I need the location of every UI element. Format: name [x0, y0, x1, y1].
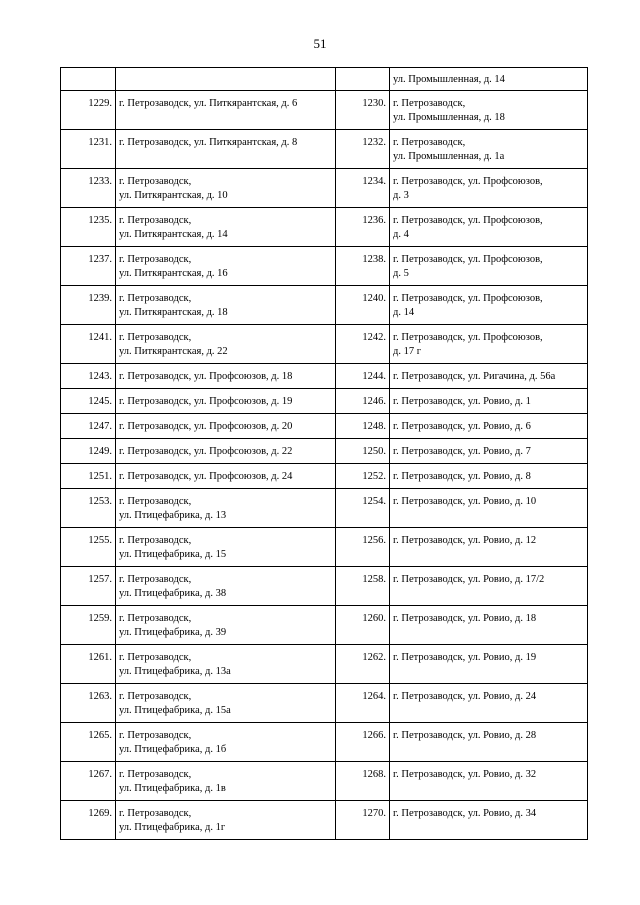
row-number-right: 1230. [336, 91, 390, 130]
address-line: г. Петрозаводск, [119, 332, 192, 343]
address-left [116, 464, 336, 489]
row-number-right: 1270. [336, 801, 390, 840]
address-line: г. Петрозаводск, [119, 254, 192, 265]
address-right [390, 169, 588, 208]
row-number-right: 1256. [336, 528, 390, 567]
table-row [61, 389, 588, 414]
row-number-left: 1259. [61, 606, 116, 645]
address-line: г. Петрозаводск, [393, 137, 466, 148]
address-line: г. Петрозаводск, ул. Ригачина, д. 56а [393, 371, 556, 382]
row-number-left: 1251. [61, 464, 116, 489]
address-line: г. Петрозаводск, ул. Ровио, д. 17/2 [393, 574, 545, 585]
address-line: ул. Птицефабрика, д. 39 [119, 627, 227, 638]
address-right [390, 723, 588, 762]
address-left [116, 364, 336, 389]
row-number-right: 1264. [336, 684, 390, 723]
row-number-left: 1269. [61, 801, 116, 840]
address-left [116, 489, 336, 528]
address-left [116, 684, 336, 723]
row-number-right: 1232. [336, 130, 390, 169]
table-row [61, 762, 588, 801]
address-line: г. Петрозаводск, ул. Профсоюзов, [393, 254, 543, 265]
address-line: г. Петрозаводск, [119, 652, 192, 663]
address-line: д. 14 [393, 307, 415, 318]
row-number-left: 1241. [61, 325, 116, 364]
row-number-right: 1242. [336, 325, 390, 364]
row-number-left: 1265. [61, 723, 116, 762]
address-line: ул. Питкярантская, д. 18 [119, 307, 228, 318]
address-left [116, 723, 336, 762]
address-right [390, 130, 588, 169]
table-row [61, 208, 588, 247]
address-left [116, 645, 336, 684]
address-line: г. Петрозаводск, ул. Профсоюзов, д. 22 [119, 446, 293, 457]
row-number-right: 1252. [336, 464, 390, 489]
row-number-left: 1235. [61, 208, 116, 247]
address-right: ул. Промышленная, д. 14 [390, 68, 588, 91]
address-line: ул. Питкярантская, д. 14 [119, 229, 228, 240]
address-line: г. Петрозаводск, ул. Ровио, д. 10 [393, 496, 537, 507]
row-number-left: 1255. [61, 528, 116, 567]
address-right [390, 389, 588, 414]
address-line: г. Петрозаводск, ул. Ровио, д. 7 [393, 446, 531, 457]
table-row [61, 606, 588, 645]
address-left [116, 801, 336, 840]
row-number-right: 1250. [336, 439, 390, 464]
address-line: г. Петрозаводск, ул. Профсоюзов, д. 19 [119, 396, 293, 407]
address-left [116, 567, 336, 606]
address-line: г. Петрозаводск, ул. Ровио, д. 24 [393, 691, 537, 702]
address-left [116, 169, 336, 208]
address-left [116, 762, 336, 801]
table-row [61, 464, 588, 489]
address-line: г. Петрозаводск, ул. Ровио, д. 8 [393, 471, 531, 482]
row-number-left: 1239. [61, 286, 116, 325]
address-line: г. Петрозаводск, ул. Ровио, д. 32 [393, 769, 537, 780]
address-line: г. Петрозаводск, ул. Ровио, д. 19 [393, 652, 537, 663]
row-number-right: 1244. [336, 364, 390, 389]
row-number-left: 1233. [61, 169, 116, 208]
address-right [390, 414, 588, 439]
address-left [116, 389, 336, 414]
row-number-right [336, 68, 390, 91]
address-line: ул. Птицефабрика, д. 13 [119, 510, 227, 521]
address-line: г. Петрозаводск, [119, 730, 192, 741]
row-number-left: 1231. [61, 130, 116, 169]
row-number-left [61, 68, 116, 91]
address-line: г. Петрозаводск, ул. Ровио, д. 1 [393, 396, 531, 407]
address-right [390, 208, 588, 247]
address-right [390, 489, 588, 528]
address-line: г. Петрозаводск, ул. Профсоюзов, [393, 293, 543, 304]
address-line: г. Петрозаводск, [393, 98, 466, 109]
address-left [116, 325, 336, 364]
address-line: д. 3 [393, 190, 409, 201]
row-number-left: 1253. [61, 489, 116, 528]
address-right [390, 286, 588, 325]
row-number-right: 1266. [336, 723, 390, 762]
address-right [390, 684, 588, 723]
row-number-left: 1249. [61, 439, 116, 464]
address-line: ул. Птицефабрика, д. 38 [119, 588, 227, 599]
address-line: г. Петрозаводск, [119, 535, 192, 546]
address-right [390, 606, 588, 645]
row-number-right: 1236. [336, 208, 390, 247]
row-number-right: 1240. [336, 286, 390, 325]
table-row [61, 528, 588, 567]
address-line: ул. Птицефабрика, д. 1в [119, 783, 226, 794]
address-left [116, 130, 336, 169]
address-left [116, 247, 336, 286]
address-line: г. Петрозаводск, ул. Профсоюзов, [393, 176, 543, 187]
address-left [116, 68, 336, 91]
address-line: г. Петрозаводск, [119, 293, 192, 304]
address-line: г. Петрозаводск, ул. Ровио, д. 34 [393, 808, 537, 819]
row-number-right: 1248. [336, 414, 390, 439]
table-row [61, 489, 588, 528]
address-line: г. Петрозаводск, ул. Профсоюзов, [393, 215, 543, 226]
table-row [61, 91, 588, 130]
address-line: г. Петрозаводск, ул. Профсоюзов, д. 20 [119, 421, 293, 432]
address-line: ул. Птицефабрика, д. 15а [119, 705, 231, 716]
row-number-left: 1245. [61, 389, 116, 414]
table-row [61, 567, 588, 606]
table-row [61, 439, 588, 464]
address-table-body [61, 68, 588, 840]
address-right [390, 801, 588, 840]
address-line: ул. Питкярантская, д. 16 [119, 268, 228, 279]
table-row [61, 169, 588, 208]
table-row [61, 684, 588, 723]
table-row [61, 325, 588, 364]
row-number-left: 1263. [61, 684, 116, 723]
row-number-right: 1268. [336, 762, 390, 801]
address-left [116, 208, 336, 247]
table-row [61, 414, 588, 439]
row-number-left: 1243. [61, 364, 116, 389]
address-line: г. Петрозаводск, [119, 691, 192, 702]
address-line: г. Петрозаводск, [119, 215, 192, 226]
row-number-left: 1261. [61, 645, 116, 684]
address-line: г. Петрозаводск, [119, 613, 192, 624]
address-line: г. Петрозаводск, ул. Профсоюзов, [393, 332, 543, 343]
row-number-left: 1247. [61, 414, 116, 439]
row-number-left: 1237. [61, 247, 116, 286]
address-line: ул. Птицефабрика, д. 1г [119, 822, 226, 833]
address-left [116, 439, 336, 464]
address-right [390, 528, 588, 567]
address-line: д. 4 [393, 229, 409, 240]
address-right [390, 762, 588, 801]
table-row [61, 801, 588, 840]
row-number-right: 1246. [336, 389, 390, 414]
row-number-left: 1267. [61, 762, 116, 801]
address-line: г. Петрозаводск, ул. Ровио, д. 6 [393, 421, 531, 432]
address-line: г. Петрозаводск, [119, 496, 192, 507]
row-number-right: 1258. [336, 567, 390, 606]
address-line: ул. Питкярантская, д. 22 [119, 346, 228, 357]
table-row [61, 247, 588, 286]
address-line: д. 5 [393, 268, 409, 279]
address-left [116, 91, 336, 130]
address-line: г. Петрозаводск, ул. Ровио, д. 18 [393, 613, 537, 624]
address-right [390, 247, 588, 286]
address-line: г. Петрозаводск, ул. Ровио, д. 12 [393, 535, 537, 546]
address-right [390, 364, 588, 389]
address-right [390, 91, 588, 130]
address-line: ул. Промышленная, д. 18 [393, 112, 505, 123]
address-line: ул. Промышленная, д. 1а [393, 151, 505, 162]
address-line: ул. Птицефабрика, д. 1б [119, 744, 227, 755]
address-line: ул. Питкярантская, д. 10 [119, 190, 228, 201]
address-line: г. Петрозаводск, ул. Профсоюзов, д. 24 [119, 471, 293, 482]
table-row [61, 364, 588, 389]
address-left [116, 528, 336, 567]
table-row [61, 68, 588, 91]
table-row [61, 645, 588, 684]
address-line: г. Петрозаводск, ул. Профсоюзов, д. 18 [119, 371, 293, 382]
row-number-right: 1254. [336, 489, 390, 528]
address-line: г. Петрозаводск, [119, 574, 192, 585]
address-line: ул. Птицефабрика, д. 13а [119, 666, 231, 677]
address-line: г. Петрозаводск, ул. Ровио, д. 28 [393, 730, 537, 741]
address-left [116, 286, 336, 325]
row-number-right: 1238. [336, 247, 390, 286]
address-right [390, 567, 588, 606]
address-table [60, 67, 588, 840]
row-number-right: 1234. [336, 169, 390, 208]
table-row [61, 286, 588, 325]
address-left [116, 414, 336, 439]
row-number-right: 1260. [336, 606, 390, 645]
address-line: г. Петрозаводск, ул. Питкярантская, д. 8 [119, 137, 298, 148]
address-line: г. Петрозаводск, [119, 769, 192, 780]
address-line: г. Петрозаводск, [119, 808, 192, 819]
row-number-left: 1229. [61, 91, 116, 130]
address-line: д. 17 г [393, 346, 422, 357]
row-number-left: 1257. [61, 567, 116, 606]
page-number: 51 [313, 36, 327, 51]
address-line: г. Петрозаводск, ул. Питкярантская, д. 6 [119, 98, 298, 109]
address-right [390, 325, 588, 364]
row-number-right: 1262. [336, 645, 390, 684]
address-right [390, 464, 588, 489]
address-right [390, 645, 588, 684]
table-row [61, 723, 588, 762]
address-line: г. Петрозаводск, [119, 176, 192, 187]
table-row [61, 130, 588, 169]
address-left [116, 606, 336, 645]
address-line: ул. Птицефабрика, д. 15 [119, 549, 227, 560]
address-right [390, 439, 588, 464]
